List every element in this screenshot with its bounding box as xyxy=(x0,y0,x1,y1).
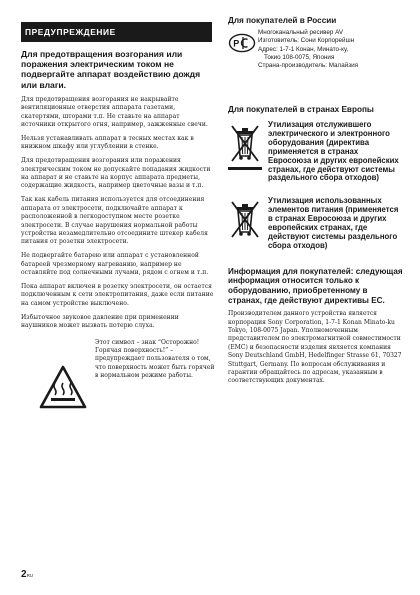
bin-bar xyxy=(228,167,262,170)
russia-info xyxy=(228,29,403,99)
page-number-value: 2 xyxy=(21,569,27,580)
paragraph-headphones: Избыточное звуковое давление при применении наушников может вызвать потерю слуха. xyxy=(21,313,179,330)
battery-text: Утилизация использованных элементов питания (применяется в странах Евросоюза и других европейских странах, где действуют системы раздельного сбора отходов) xyxy=(268,196,399,250)
paragraph-battery: Не подвергайте батарею или аппарат с установленной батареей чрезмерному нагреванию, например не оставляйте под солнечными лучами, рядом с огнем и т.п. xyxy=(21,252,209,277)
weee-notice xyxy=(228,121,403,183)
hot-surface-text: Этот символ – знак “Осторожно! Горячая поверхность!” – предупреждает пользователя о том, что поверхность может быть горячей в нормальном режиме работы. xyxy=(95,338,215,380)
warning-header: ПРЕДУПРЕЖДЕНИЕ xyxy=(21,22,212,42)
paragraph-placement: Нельзя устанавливать аппарат в тесных местах как в книжном шкафу или углублении в стенке. xyxy=(21,134,194,151)
russia-heading: Для покупателей в России xyxy=(228,16,337,25)
warning-title: Для предотвращения возгорания или поражения электрическим током не подвергайте аппарат воздействию дождя или влаги. xyxy=(21,49,201,90)
crossed-bin-icon xyxy=(228,199,262,243)
info-heading: Информация для покупателей: следующая информация относится только к оборудованию, приобретенному в странах, где действуют директивы ЕС. xyxy=(228,266,403,305)
page-lang: RU xyxy=(26,573,34,578)
russia-line: Изготовитель: Сони Корпорейшн xyxy=(258,37,355,45)
left-column xyxy=(21,22,214,425)
russia-line: Токио 108-0075, Япония xyxy=(264,53,335,61)
pct-certification-icon xyxy=(228,33,256,53)
paragraph-standby: Пока аппарат включен в розетку электросети, он остается подключенным к сети электропитания, даже если питание на самом устройстве выключено. xyxy=(21,283,214,307)
hot-surface-notice xyxy=(21,339,214,425)
battery-notice xyxy=(228,197,403,250)
russia-line: Страна-производитель: Малайзия xyxy=(258,62,359,70)
paragraph-ventilation: Для предотвращения возгорания не накрывайте вентиляционные отверстия аппарата газетами, скатертями, шторами т.п. Не ставьте на аппарат источники открытого огня, например, зажженные свечи. xyxy=(21,95,208,129)
hot-surface-icon xyxy=(39,365,87,409)
russia-line: Многоканальный ресивер AV xyxy=(258,29,344,36)
paragraph-liquids: Для предотвращения возгорания или поражения электрическим током не допускайте попадания жидкости на аппарат и не ставьте на корпус аппарата предметы, содержащие жидкость, например цветочные вазы и т.п. xyxy=(21,157,211,190)
info-paragraph: Производителем данного устройства является корпорация Sony Corporation, 1-7-1 Konan Minato-ku Tokyo, 108-0075 Japan. Уполномоченным представителем по электромагнитной совместимости (EMC) и безопасности изделия является компания Sony Deutschland GmbH, Hedelfinger Strasse 61, 70327 Stuttgart, Germany. По вопросам обслуживания и гарантии обращайтесь по адресам, указанным в соответствующих документах. xyxy=(228,310,402,385)
weee-text: Утилизация отслужившего электрического и электронного оборудования (директива применяется в странах Евросоюза и других европейских странах, где действуют системы раздельного сбора отходов) xyxy=(268,120,399,183)
europe-heading: Для покупателей в странах Европы xyxy=(228,105,374,114)
crossed-bin-icon xyxy=(228,123,262,167)
page-number xyxy=(21,569,33,580)
russia-details xyxy=(258,29,408,70)
svg-text:P: P xyxy=(233,38,240,49)
right-column xyxy=(228,16,403,391)
russia-line: Адрес: 1-7-1 Конан, Минато-ку, xyxy=(258,45,349,53)
paragraph-power-cord: Так как кабель питания используется для отсоединения аппарата от электросети, подключайте аппарат к расположенной в легкодоступном месте розетке электросети. В случае нарушения нормальной работы устройства незамедлительно отсоедините штекер кабеля питания от розетки электросети. xyxy=(21,196,208,246)
